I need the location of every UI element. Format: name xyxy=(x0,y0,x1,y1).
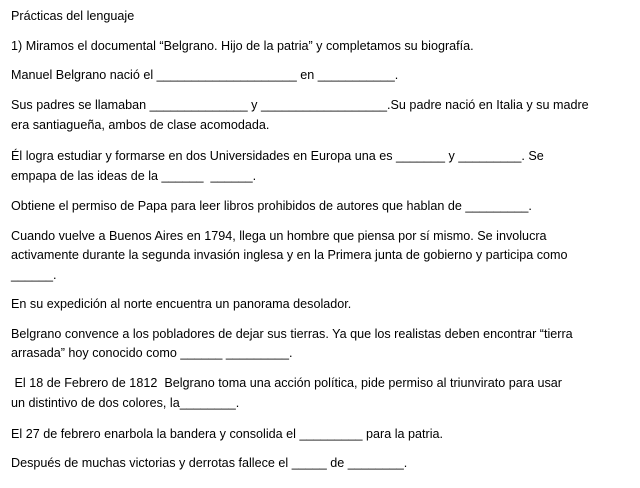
parents-line-2: era santiagueña, ambos de clase acomodada. xyxy=(11,118,270,132)
parents-line-1: Sus padres se llamaban ______________ y __________________.Su padre nació en Italia y su madre xyxy=(11,98,589,112)
exodus-line-1: Belgrano convence a los pobladores de dejar sus tierras. Ya que los realistas deben encontrar “tierra xyxy=(11,327,573,341)
exodus-line-2: arrasada” hoy conocido como ______ _________. xyxy=(11,346,293,360)
return-line-1: Cuando vuelve a Buenos Aires en 1794, llega un hombre que piensa por sí mismo. Se involucra xyxy=(11,229,547,243)
expedition-line: En su expedición al norte encuentra un panorama desolador. xyxy=(11,297,352,311)
permission-line: Obtiene el permiso de Papa para leer libros prohibidos de autores que hablan de _________. xyxy=(11,199,532,213)
return-line-2: activamente durante la segunda invasión inglesa y en la Primera junta de gobierno y participa como xyxy=(11,248,568,262)
death-line: Después de muchas victorias y derrotas fallece el _____ de ________. xyxy=(11,456,408,470)
flag-raise-line: El 27 de febrero enarbola la bandera y consolida el _________ para la patria. xyxy=(11,427,443,441)
flag-request-line-1: El 18 de Febrero de 1812 Belgrano toma una acción política, pide permiso al triunvirato para usar xyxy=(11,376,562,390)
studies-line-2: empapa de las ideas de la ______ ______. xyxy=(11,169,257,183)
flag-request-line-2: un distintivo de dos colores, la________. xyxy=(11,396,240,410)
birth-line: Manuel Belgrano nació el ____________________ en ___________. xyxy=(11,68,399,82)
studies-line-1: Él logra estudiar y formarse en dos Universidades en Europa una es _______ y _________. Se xyxy=(11,149,544,163)
document-title: Prácticas del lenguaje xyxy=(11,9,135,23)
return-line-3: ______. xyxy=(11,268,57,282)
instruction-line: 1) Miramos el documental “Belgrano. Hijo de la patria” y completamos su biografía. xyxy=(11,39,474,53)
